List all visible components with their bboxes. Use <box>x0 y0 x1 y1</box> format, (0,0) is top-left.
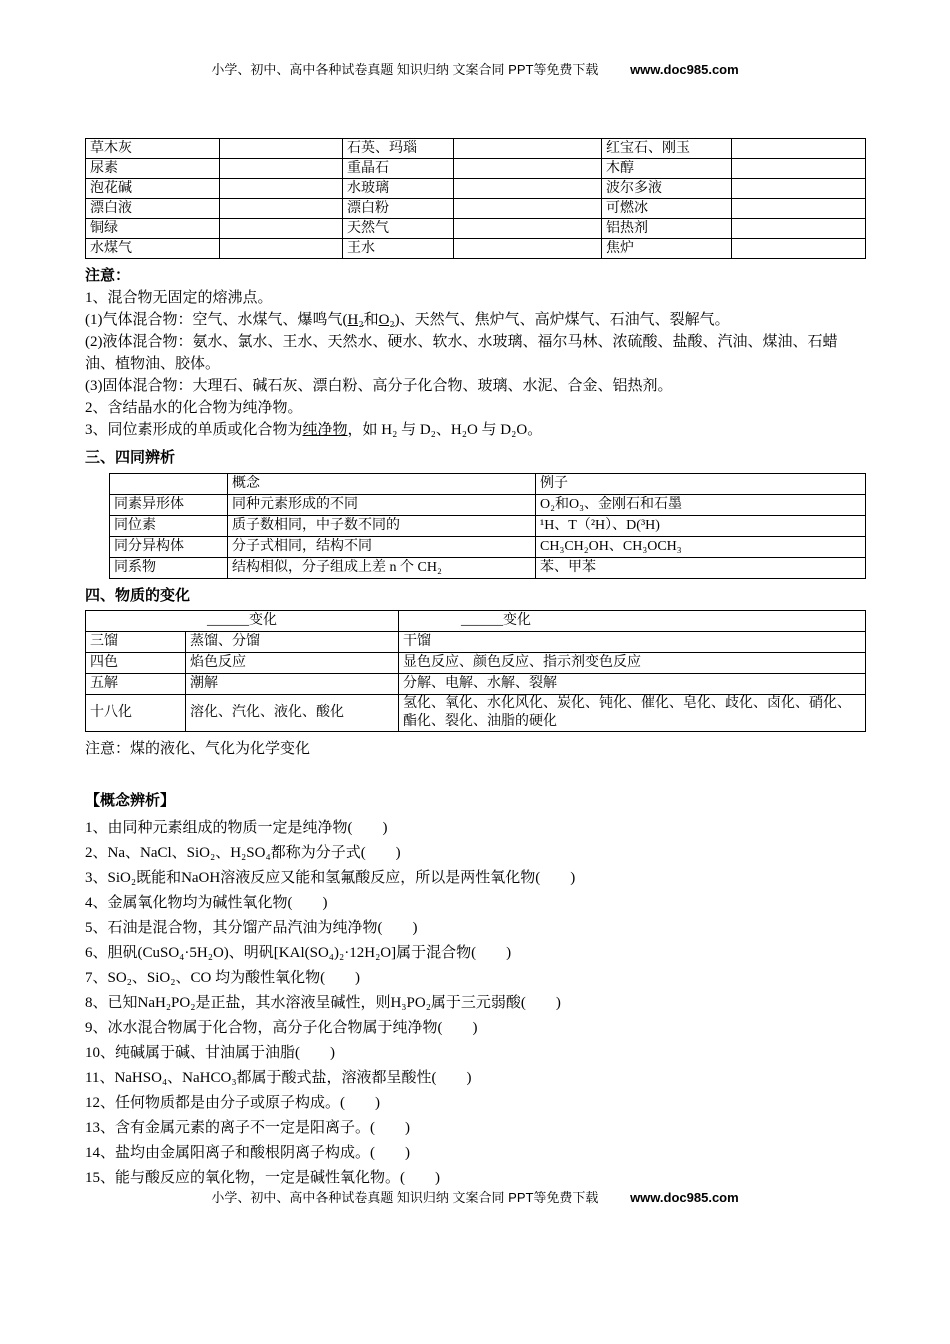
note-line-1: 1、混合物无固定的熔沸点。 <box>85 290 273 306</box>
table-cell <box>220 239 343 259</box>
four-tong-table <box>109 473 866 579</box>
table-cell: 焦炉 <box>602 239 732 259</box>
table-cell: 焰色反应 <box>186 653 399 674</box>
table-row <box>110 474 866 495</box>
changes-table <box>85 610 866 732</box>
table-cell: O₂和O₃、金刚石和石墨 <box>536 495 866 516</box>
table-cell: 王水 <box>343 239 454 259</box>
page-footer <box>0 1190 950 1206</box>
table-cell <box>454 159 602 179</box>
header-text: 小学、初中、高中各种试卷真题 知识归纳 文案合同 PPT等免费下载 <box>211 62 599 77</box>
table-cell: 显色反应、颜色反应、指示剂变色反应 <box>399 653 866 674</box>
table-cell <box>454 179 602 199</box>
note-line-liquid: (2)液体混合物：氨水、氯水、王水、天然水、硬水、软水、水玻璃、福尔马林、浓硫酸、盐酸、汽油、煤油、石蜡油、植物油、胶体。 <box>85 334 838 372</box>
table-cell: 干馏 <box>399 632 866 653</box>
concept-item: 2、Na、NaCl、SiO₂、H₂SO₄都称为分子式( ) <box>85 845 401 861</box>
footer-text: 小学、初中、高中各种试卷真题 知识归纳 文案合同 PPT等免费下载 <box>211 1190 599 1205</box>
concepts-heading: 【概念辨析】 <box>85 792 176 809</box>
changes-header-physical: ______变化 <box>86 611 399 632</box>
table-cell: 苯、甲苯 <box>536 558 866 579</box>
table-cell: 漂白粉 <box>343 199 454 219</box>
table-row <box>86 695 866 732</box>
table-row <box>110 537 866 558</box>
table-cell: 氢化、氧化、水化风化、炭化、钝化、催化、皂化、歧化、卤化、硝化、酯化、裂化、油脂的硬化 <box>399 695 866 732</box>
concept-item: 6、胆矾(CuSO₄·5H₂O)、明矾[KAl(SO₄)₂·12H₂O]属于混合物( ) <box>85 945 512 961</box>
table-cell <box>220 179 343 199</box>
footer-url-link[interactable]: www.doc985.com <box>630 1190 739 1205</box>
table-row <box>110 516 866 537</box>
table-cell: ¹H、T（²H）、D(³H) <box>536 516 866 537</box>
table-cell: 溶化、汽化、液化、酸化 <box>186 695 399 732</box>
table-cell: 草木灰 <box>86 139 220 159</box>
concept-item: 7、SO₂、SiO₂、CO 均为酸性氧化物( ) <box>85 970 361 986</box>
table-cell <box>454 219 602 239</box>
table-cell <box>732 219 866 239</box>
table-cell: 三馏 <box>86 632 186 653</box>
note-line-solid: (3)固体混合物：大理石、碱石灰、漂白粉、高分子化合物、玻璃、水泥、合金、铝热剂。 <box>85 378 673 394</box>
table-cell: 结构相似，分子组成上差 n 个 CH₂ <box>228 558 536 579</box>
table-row <box>86 632 866 653</box>
changes-note: 注意：煤的液化、气化为化学变化 <box>85 741 311 757</box>
table-cell: 天然气 <box>343 219 454 239</box>
concept-item: 11、NaHSO₄、NaHCO₃都属于酸式盐，溶液都呈酸性( ) <box>85 1070 472 1086</box>
table-cell: 四色 <box>86 653 186 674</box>
table-cell <box>732 159 866 179</box>
table-cell <box>110 474 228 495</box>
changes-header-chemical: ______变化 <box>399 611 866 632</box>
table-row <box>110 558 866 579</box>
notes-heading: 注意： <box>85 267 131 284</box>
table-cell <box>732 199 866 219</box>
table-cell: 同系物 <box>110 558 228 579</box>
concept-item: 8、已知NaH₂PO₂是正盐，其水溶液呈碱性，则H₃PO₂属于三元弱酸( ) <box>85 995 561 1011</box>
table-cell: 同位素 <box>110 516 228 537</box>
note-gas-and: 和 <box>363 312 379 328</box>
note-gas-o2: O₂ <box>378 312 395 328</box>
table-cell: 红宝石、刚玉 <box>602 139 732 159</box>
table-cell: 铝热剂 <box>602 219 732 239</box>
table-cell: CH₃CH₂OH、CH₃OCH₃ <box>536 537 866 558</box>
table-row <box>86 159 866 179</box>
table-cell: 概念 <box>228 474 536 495</box>
note-gas-h2: H₂ <box>347 312 364 328</box>
table-cell: 水煤气 <box>86 239 220 259</box>
note-iso-post: ，如 H₂ 与 D₂、H₂O 与 D₂O。 <box>347 422 543 438</box>
table-cell <box>732 179 866 199</box>
table-cell <box>454 239 602 259</box>
table-cell: 分解、电解、水解、裂解 <box>399 674 866 695</box>
table-cell: 十八化 <box>86 695 186 732</box>
table-row <box>86 611 866 632</box>
table-cell: 潮解 <box>186 674 399 695</box>
table-cell: 泡花碱 <box>86 179 220 199</box>
concept-item: 5、石油是混合物，其分馏产品汽油为纯净物( ) <box>85 920 418 936</box>
table-cell <box>454 199 602 219</box>
concepts-list <box>85 816 865 1191</box>
table-cell <box>220 139 343 159</box>
table-cell <box>732 139 866 159</box>
note-iso-pre: 3、同位素形成的单质或化合物为 <box>85 422 303 438</box>
table-cell: 水玻璃 <box>343 179 454 199</box>
table-cell: 可燃冰 <box>602 199 732 219</box>
concept-item: 13、含有金属元素的离子不一定是阳离子。( ) <box>85 1120 410 1136</box>
table-cell <box>220 199 343 219</box>
table-cell <box>454 139 602 159</box>
concept-item: 9、冰水混合物属于化合物，高分子化合物属于纯净物( ) <box>85 1020 478 1036</box>
table-cell: 波尔多液 <box>602 179 732 199</box>
table-cell: 质子数相同，中子数不同的 <box>228 516 536 537</box>
note-line-gas <box>85 309 865 331</box>
concept-item: 10、纯碱属于碱、甘油属于油脂( ) <box>85 1045 335 1061</box>
note-gas-post: )、天然气、焦炉气、高炉煤气、石油气、裂解气。 <box>394 312 730 328</box>
page-header <box>85 62 865 78</box>
table-row <box>86 219 866 239</box>
table-row <box>86 674 866 695</box>
table-cell: 同分异构体 <box>110 537 228 558</box>
table-row <box>86 239 866 259</box>
table-cell <box>220 159 343 179</box>
section-heading-four-tong: 三、四同辨析 <box>85 449 176 466</box>
table-cell: 尿素 <box>86 159 220 179</box>
note-gas-pre: (1)气体混合物：空气、水煤气、爆鸣气( <box>85 312 348 328</box>
table-cell <box>220 219 343 239</box>
table-row <box>86 139 866 159</box>
table-cell: 分子式相同，结构不同 <box>228 537 536 558</box>
concept-item: 3、SiO₂既能和NaOH溶液反应又能和氢氟酸反应，所以是两性氧化物( ) <box>85 870 576 886</box>
table-cell: 石英、玛瑙 <box>343 139 454 159</box>
section-heading-changes: 四、物质的变化 <box>85 587 191 604</box>
note-iso-underlined: 纯净物 <box>302 422 348 438</box>
table-cell: 同素异形体 <box>110 495 228 516</box>
table-cell: 漂白液 <box>86 199 220 219</box>
table-cell: 蒸馏、分馏 <box>186 632 399 653</box>
concept-item: 14、盐均由金属阳离子和酸根阴离子构成。( ) <box>85 1145 410 1161</box>
concept-item: 15、能与酸反应的氧化物，一定是碱性氧化物。( ) <box>85 1170 440 1186</box>
table-cell: 例子 <box>536 474 866 495</box>
concept-item: 12、任何物质都是由分子或原子构成。( ) <box>85 1095 380 1111</box>
substance-table <box>85 138 866 259</box>
table-cell: 木醇 <box>602 159 732 179</box>
table-row <box>110 495 866 516</box>
table-row <box>86 199 866 219</box>
table-cell: 铜绿 <box>86 219 220 239</box>
concept-item: 1、由同种元素组成的物质一定是纯净物( ) <box>85 820 388 836</box>
table-cell: 五解 <box>86 674 186 695</box>
table-row <box>86 179 866 199</box>
header-url-link[interactable]: www.doc985.com <box>630 62 739 77</box>
note-line-isotope <box>85 419 865 441</box>
table-cell <box>732 239 866 259</box>
table-row <box>86 653 866 674</box>
note-line-2: 2、含结晶水的化合物为纯净物。 <box>85 400 303 416</box>
table-cell: 重晶石 <box>343 159 454 179</box>
concept-item: 4、金属氧化物均为碱性氧化物( ) <box>85 895 328 911</box>
table-cell: 同种元素形成的不同 <box>228 495 536 516</box>
